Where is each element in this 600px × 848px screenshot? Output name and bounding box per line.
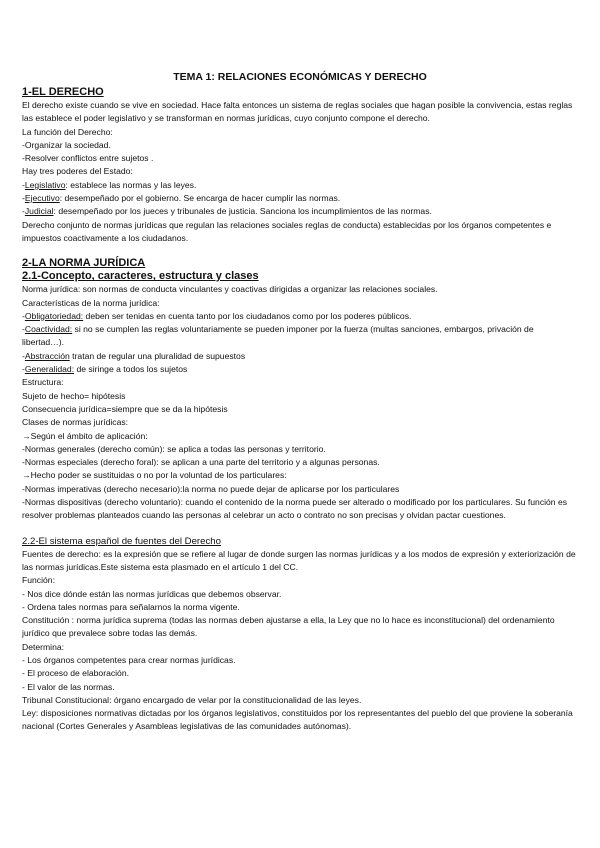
funcion2-item-1: - Nos dice dónde están las normas jurídicas que debemos observar. — [22, 588, 282, 599]
document-title: TEMA 1: RELACIONES ECONÓMICAS Y DERECHO — [173, 71, 427, 83]
poder-judicial: -Judicial: desempeñado por los jueces y tribunales de justicia. Sanciona los incumplimientos de las normas. — [22, 206, 432, 217]
obligatoriedad-term: Obligatoriedad: — [24, 310, 84, 321]
tribunal-definicion: Tribunal Constitucional: órgano encargado de velar por la constitucionalidad de las leyes. — [22, 694, 362, 705]
obligatoriedad-desc: deben ser tenidas en cuenta tanto por los ciudadanos como por los poderes públicos. — [83, 310, 412, 321]
judicial-desc: : desempeñado por los jueces y tribunales de justicia. Sanciona los incumplimientos de las normas. — [53, 206, 432, 217]
constitucion-definicion: Constitución : norma jurídica suprema (todas las normas deben ajustarse a ella, la Ley que no lo hace es inconstitucional) del ordenamiento jurídico que prevalece sobre todas las demás. — [22, 615, 555, 639]
derecho-definicion: Derecho conjunto de normas jurídicas que regulan las relaciones sociales reglas de conducta) establecidas por los órganos competentes e impuestos coactivamente a los ciudadanos. — [22, 219, 552, 243]
clases-item-5: -Normas imperativas (derecho necesario):la norma no puede dejar de aplicarse por los particulares — [22, 483, 400, 494]
legislativo-term: Legislativo — [24, 179, 66, 190]
clases-item-3: -Normas especiales (derecho foral): se aplican a una parte del territorio y a algunas personas. — [22, 457, 380, 468]
clases-item-6: -Normas dispositivas (derecho voluntario): cuando el contenido de la norma puede ser alterado o modificado por los particulares. Su función es resolver problemas planteados cuando las personas al celebrar un acto o contrato no son precisas y olvidan pactar cuestiones. — [22, 497, 568, 521]
ley-definicion: Ley: disposiciones normativas dictadas por los órganos legislativos, constituidos por los representantes del pueblo del que proviene la soberanía nacional (Cortes Generales y Asambleas legislativas de las comunidades autónomas). — [22, 708, 573, 732]
ejecutivo-desc: : desempeñado por el gobierno. Se encarga de hacer cumplir las normas. — [59, 193, 341, 204]
determina-item-3: - El valor de las normas. — [22, 681, 115, 692]
section-2-1-heading: 2.1-Concepto, caracteres, estructura y clases — [22, 270, 259, 283]
clases-item-4: →Hecho poder se sustituidas o no por la voluntad de los particulares: — [22, 470, 287, 481]
section-2-heading: 2-LA NORMA JURÍDICA — [22, 257, 146, 270]
derecho-intro: El derecho existe cuando se vive en sociedad. Hace falta entonces un sistema de reglas sociales que hagan posible la convivencia, estas reglas las establece el poder legislativo y se transforman en normas jurídicas, cuyo conjunto compone el derecho. — [22, 100, 573, 124]
caracteristica-abstraccion: -Abstracción tratan de regular una pluralidad de supuestos — [22, 350, 246, 361]
judicial-term: Judicial — [24, 206, 54, 217]
caracteristica-obligatoriedad: -Obligatoriedad: deben ser tenidas en cuenta tanto por los ciudadanos como por los poderes públicos. — [22, 310, 412, 321]
clases-item-1: →Según el ámbito de aplicación: — [22, 430, 148, 441]
generalidad-term: Generalidad: — [24, 364, 75, 375]
coactividad-term: Coactividad: — [24, 324, 73, 335]
fuentes-definicion: Fuentes de derecho: es la expresión que se refiere al lugar de donde surgen las normas jurídicas y a los modos de expresión y exteriorización de las normas jurídicas.Este sistema esta plasmado en el artículo 1 del CC. — [22, 548, 576, 572]
poderes-label: Hay tres poderes del Estado: — [22, 166, 133, 177]
clases-item-2: -Normas generales (derecho común): se aplica a todas las personas y territorio. — [22, 443, 326, 454]
estructura-item-2: Consecuencia jurídica=siempre que se da la hipótesis — [22, 403, 228, 414]
clases-label: Clases de normas jurídicas: — [22, 417, 129, 428]
funcion-item-2: -Resolver conflictos entre sujetos . — [22, 153, 154, 164]
funcion-item-1: -Organizar la sociedad. — [22, 139, 111, 150]
coactividad-desc: si no se cumplen las reglas voluntariamente se pueden imponer por la fuerza (multas sanciones, embargos, privación de libertad…). — [22, 324, 534, 348]
document-page — [22, 71, 578, 734]
determina-item-1: - Los órganos competentes para crear normas jurídicas. — [22, 654, 236, 665]
section-1-heading: 1-EL DERECHO — [22, 86, 104, 98]
funcion2-label: Función: — [22, 575, 55, 586]
norma-definicion: Norma jurídica: son normas de conducta vinculantes y coactivas dirigidas a organizar las relaciones sociales. — [22, 284, 438, 295]
abstraccion-desc: tratan de regular una pluralidad de supuestos — [69, 350, 246, 361]
estructura-item-1: Sujeto de hecho= hipótesis — [22, 390, 126, 401]
determina-item-2: - El proceso de elaboración. — [22, 668, 130, 679]
caracteristica-generalidad: -Generalidad: de siringe a todos los sujetos — [22, 364, 188, 375]
caracteristica-coactividad: -Coactividad: si no se cumplen las reglas voluntariamente se pueden imponer por la fuerza (multas sanciones, embargos, privación de libertad…). — [22, 324, 534, 348]
funcion-label: La función del Derecho: — [22, 126, 113, 137]
legislativo-desc: : establece las normas y las leyes. — [65, 179, 197, 190]
generalidad-desc: de siringe a todos los sujetos — [74, 364, 188, 375]
section-2-2-heading: 2.2-El sistema español de fuentes del Derecho — [22, 535, 221, 547]
estructura-label: Estructura: — [22, 377, 64, 388]
abstraccion-term: Abstracción — [24, 350, 70, 361]
ejecutivo-term: Ejecutivo — [24, 193, 60, 204]
funcion2-item-2: - Ordena tales normas para señalarnos la norma vigente. — [22, 601, 240, 612]
caracteristicas-label: Características de la norma jurídica: — [22, 297, 160, 308]
poder-legislativo: -Legislativo: establece las normas y las leyes. — [22, 179, 197, 190]
determina-label: Determina: — [22, 641, 65, 652]
poder-ejecutivo: -Ejecutivo: desempeñado por el gobierno. Se encarga de hacer cumplir las normas. — [22, 193, 341, 204]
